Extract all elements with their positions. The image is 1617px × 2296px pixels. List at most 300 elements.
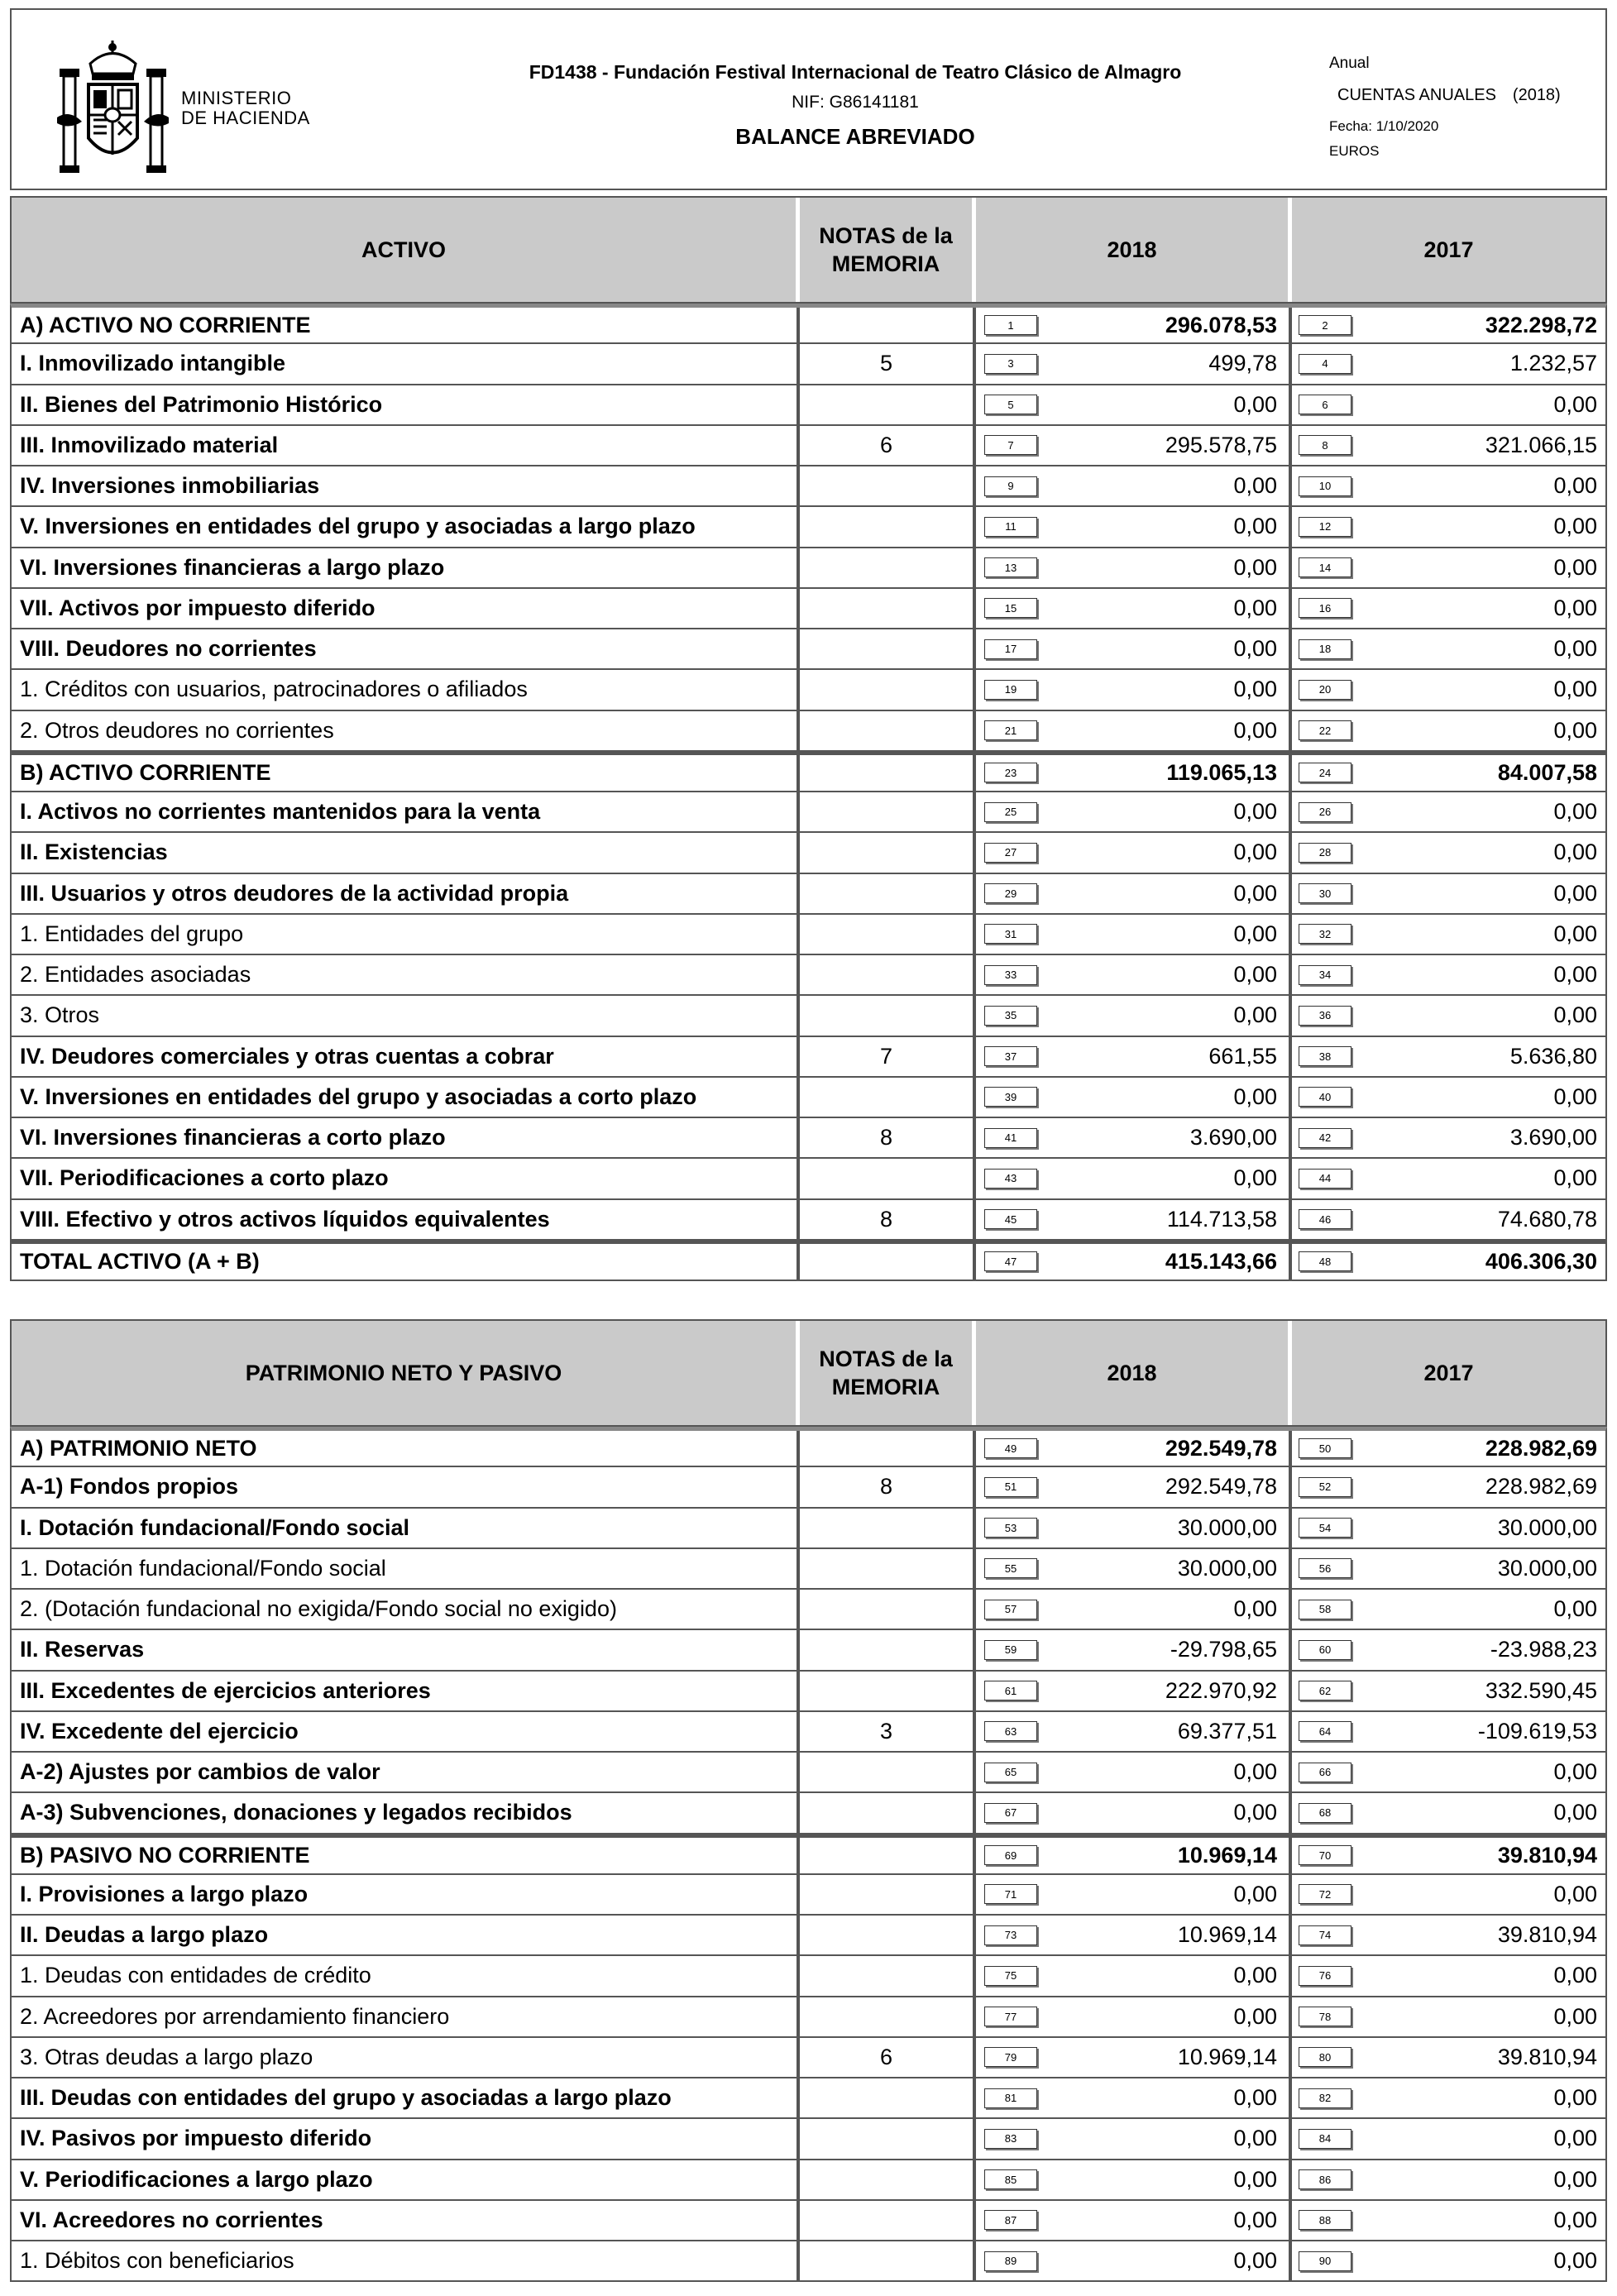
value-current-year (976, 1672, 1292, 1710)
table-row (10, 1549, 1607, 1590)
row-note (800, 670, 976, 709)
value-prior-year (1292, 1037, 1605, 1076)
amount: 0,00 (1553, 1759, 1597, 1785)
table-row (10, 1118, 1607, 1159)
box-number: 86 (1299, 2169, 1351, 2189)
amount: 3.690,00 (1509, 1125, 1597, 1150)
amount: 30.000,00 (1177, 1555, 1277, 1581)
row-note (800, 1793, 976, 1832)
value-prior-year (1292, 1159, 1605, 1198)
box-number: 61 (984, 1681, 1037, 1700)
value-prior-year (1292, 1838, 1605, 1873)
row-label: VI. Inversiones financieras a corto plazo (12, 1118, 800, 1157)
amount: 499,78 (1208, 351, 1277, 376)
amount: 0,00 (1233, 1963, 1277, 1988)
row-label: A-3) Subvenciones, donaciones y legados recibidos (12, 1793, 800, 1832)
amount: 0,00 (1233, 636, 1277, 662)
amount: 0,00 (1233, 2207, 1277, 2232)
row-label: 1. Débitos con beneficiarios (12, 2241, 800, 2280)
box-number: 41 (984, 1128, 1037, 1148)
value-prior-year (1292, 1244, 1605, 1280)
box-number: 55 (984, 1558, 1037, 1578)
value-prior-year (1292, 385, 1605, 424)
amount: 0,00 (1553, 2166, 1597, 2192)
row-note (800, 1630, 976, 1669)
amount: 296.078,53 (1165, 312, 1277, 337)
value-current-year (976, 1467, 1292, 1506)
value-current-year (976, 1549, 1292, 1588)
value-prior-year (1292, 629, 1605, 668)
box-number: 25 (984, 802, 1037, 822)
box-number: 78 (1299, 2007, 1351, 2026)
box-number: 71 (984, 1884, 1037, 1904)
amount: 0,00 (1233, 921, 1277, 946)
value-prior-year (1292, 1793, 1605, 1832)
amount: 0,00 (1233, 2166, 1277, 2192)
value-current-year (976, 507, 1292, 546)
amount: -23.988,23 (1490, 1637, 1597, 1662)
box-number: 69 (984, 1845, 1037, 1865)
box-number: 89 (984, 2251, 1037, 2271)
amount: 0,00 (1233, 2003, 1277, 2029)
amount: 0,00 (1233, 514, 1277, 539)
amount: 661,55 (1208, 1043, 1277, 1069)
row-label: I. Inmovilizado intangible (12, 344, 800, 383)
value-current-year (976, 915, 1292, 954)
table-row (10, 1793, 1607, 1834)
value-prior-year (1292, 2078, 1605, 2117)
amount: 0,00 (1233, 717, 1277, 743)
box-number: 36 (1299, 1006, 1351, 1026)
value-prior-year (1292, 426, 1605, 465)
table-row (10, 1509, 1607, 1549)
row-note (800, 2241, 976, 2280)
value-current-year (976, 833, 1292, 872)
row-note: 6 (800, 2038, 976, 2077)
value-prior-year (1292, 1997, 1605, 2036)
table-row (10, 344, 1607, 385)
amount: 0,00 (1233, 2126, 1277, 2151)
box-number: 3 (984, 354, 1037, 374)
accounts-text: CUENTAS ANUALES (1337, 86, 1496, 104)
value-prior-year (1292, 915, 1605, 954)
value-current-year (976, 1509, 1292, 1547)
table-row (10, 589, 1607, 629)
amount: 0,00 (1233, 962, 1277, 988)
value-current-year (976, 1200, 1292, 1239)
value-current-year (976, 955, 1292, 994)
amount: 39.810,94 (1497, 1922, 1597, 1948)
row-label: 1. Deudas con entidades de crédito (12, 1956, 800, 1995)
value-prior-year (1292, 755, 1605, 791)
row-label: II. Bienes del Patrimonio Histórico (12, 385, 800, 424)
amount: 295.578,75 (1165, 432, 1277, 457)
box-number: 88 (1299, 2210, 1351, 2230)
amount: 0,00 (1553, 677, 1597, 702)
box-number: 29 (984, 883, 1037, 903)
row-label: TOTAL ACTIVO (A + B) (12, 1244, 800, 1280)
document-type: BALANCE ABREVIADO (735, 124, 975, 149)
table-row (10, 304, 1607, 344)
value-current-year (976, 2160, 1292, 2199)
row-label: A-2) Ajustes por cambios de valor (12, 1753, 800, 1791)
row-note (800, 1431, 976, 1466)
box-number: 40 (1299, 1087, 1351, 1107)
table-row (10, 1672, 1607, 1712)
amount: 0,00 (1233, 2085, 1277, 2111)
amount: 10.969,14 (1177, 2044, 1277, 2069)
value-prior-year (1292, 1431, 1605, 1466)
row-note (800, 507, 976, 546)
amount: 406.306,30 (1485, 1248, 1597, 1274)
box-number: 15 (984, 598, 1037, 618)
value-prior-year (1292, 2038, 1605, 2077)
row-note: 5 (800, 344, 976, 383)
amount: 292.549,78 (1165, 1474, 1277, 1500)
box-number: 50 (1299, 1438, 1351, 1458)
box-number: 51 (984, 1477, 1037, 1497)
row-note (800, 874, 976, 913)
amount: 0,00 (1233, 1002, 1277, 1028)
box-number: 90 (1299, 2251, 1351, 2271)
box-number: 72 (1299, 1884, 1351, 1904)
row-label: VII. Activos por impuesto diferido (12, 589, 800, 628)
row-note (800, 711, 976, 750)
row-note (800, 1159, 976, 1198)
ministry-line-2: DE HACIENDA (181, 108, 310, 128)
amount: 1.232,57 (1509, 351, 1597, 376)
value-prior-year (1292, 874, 1605, 913)
amount: 5.636,80 (1509, 1043, 1597, 1069)
box-number: 24 (1299, 763, 1351, 782)
table-row (10, 874, 1607, 915)
row-label: III. Usuarios y otros deudores de la actividad propia (12, 874, 800, 913)
value-prior-year (1292, 1630, 1605, 1669)
amount: 415.143,66 (1165, 1248, 1277, 1274)
box-number: 84 (1299, 2129, 1351, 2149)
value-prior-year (1292, 2160, 1605, 2199)
value-prior-year (1292, 2241, 1605, 2280)
box-number: 62 (1299, 1681, 1351, 1700)
table-row (10, 1834, 1607, 1875)
amount: 84.007,58 (1497, 759, 1597, 785)
header-notas: NOTAS de la MEMORIA (800, 1321, 976, 1425)
box-number: 1 (984, 315, 1037, 335)
box-number: 9 (984, 476, 1037, 496)
box-number: 31 (984, 924, 1037, 944)
amount: 0,00 (1233, 880, 1277, 906)
table-row (10, 1241, 1607, 1281)
table-row (10, 466, 1607, 507)
value-current-year (976, 426, 1292, 465)
date-label: Fecha: 1/10/2020 (1329, 118, 1439, 134)
row-note (800, 1753, 976, 1791)
amount: 30.000,00 (1497, 1514, 1597, 1540)
header-year-2017: 2017 (1423, 237, 1474, 262)
table-row (10, 1078, 1607, 1118)
box-number: 59 (984, 1640, 1037, 1660)
box-number: 60 (1299, 1640, 1351, 1660)
value-prior-year (1292, 1549, 1605, 1588)
amount: 0,00 (1553, 595, 1597, 620)
row-label: VI. Inversiones financieras a largo plazo (12, 548, 800, 587)
box-number: 33 (984, 965, 1037, 985)
box-number: 10 (1299, 476, 1351, 496)
accounts-label (1337, 87, 1561, 103)
value-prior-year (1292, 711, 1605, 750)
table-row (10, 955, 1607, 996)
row-note (800, 1549, 976, 1588)
row-label: VI. Acreedores no corrientes (12, 2201, 800, 2240)
accounts-year: (2018) (1512, 86, 1561, 104)
box-number: 35 (984, 1006, 1037, 1026)
table-row (10, 629, 1607, 670)
value-current-year (976, 670, 1292, 709)
box-number: 49 (984, 1438, 1037, 1458)
amount: 0,00 (1553, 636, 1597, 662)
row-note: 8 (800, 1467, 976, 1506)
amount: 0,00 (1553, 1165, 1597, 1191)
row-label: A-1) Fondos propios (12, 1467, 800, 1506)
ministry-name (181, 88, 310, 128)
amount: 0,00 (1553, 1963, 1597, 1988)
row-note (800, 1916, 976, 1954)
value-prior-year (1292, 507, 1605, 546)
table-row (10, 1997, 1607, 2038)
period-label: Anual (1329, 55, 1370, 72)
amount: 3.690,00 (1189, 1125, 1277, 1150)
value-current-year (976, 308, 1292, 342)
amount: -109.619,53 (1477, 1718, 1597, 1744)
box-number: 6 (1299, 395, 1351, 414)
value-current-year (976, 1590, 1292, 1629)
value-prior-year (1292, 344, 1605, 383)
row-note (800, 996, 976, 1035)
value-current-year (976, 711, 1292, 750)
row-note: 6 (800, 426, 976, 465)
value-prior-year (1292, 833, 1605, 872)
amount: 321.066,15 (1485, 432, 1597, 457)
value-current-year (976, 589, 1292, 628)
value-current-year (976, 1875, 1292, 1914)
pasivo-table-body (10, 1427, 1607, 2282)
row-note (800, 466, 976, 505)
document-header (10, 8, 1607, 190)
box-number: 26 (1299, 802, 1351, 822)
box-number: 82 (1299, 2088, 1351, 2108)
value-prior-year (1292, 2119, 1605, 2158)
ministry-line-1: MINISTERIO (181, 88, 292, 108)
amount: 322.298,72 (1485, 312, 1597, 337)
row-label: 2. Entidades asociadas (12, 955, 800, 994)
coat-of-arms-logo (57, 39, 169, 175)
row-note (800, 1590, 976, 1629)
header-year-2018: 2018 (976, 1321, 1292, 1425)
value-prior-year (1292, 1078, 1605, 1117)
amount: 74.680,78 (1497, 1206, 1597, 1232)
table-row (10, 1916, 1607, 1956)
amount: 0,00 (1233, 1083, 1277, 1109)
box-number: 64 (1299, 1721, 1351, 1741)
value-current-year (976, 1838, 1292, 1873)
box-number: 56 (1299, 1558, 1351, 1578)
value-prior-year (1292, 1672, 1605, 1710)
value-prior-year (1292, 1467, 1605, 1506)
table-row (10, 752, 1607, 792)
box-number: 46 (1299, 1209, 1351, 1229)
box-number: 17 (984, 639, 1037, 659)
box-number: 74 (1299, 1925, 1351, 1945)
box-number: 48 (1299, 1251, 1351, 1271)
value-current-year (976, 1793, 1292, 1832)
value-current-year (976, 1037, 1292, 1076)
box-number: 28 (1299, 843, 1351, 863)
table-row (10, 996, 1607, 1036)
value-prior-year (1292, 1118, 1605, 1157)
table-row (10, 1956, 1607, 1997)
activo-table (10, 196, 1607, 1281)
row-note (800, 548, 976, 587)
amount: 69.377,51 (1177, 1718, 1277, 1744)
value-prior-year (1292, 1753, 1605, 1791)
box-number: 47 (984, 1251, 1037, 1271)
value-current-year (976, 1997, 1292, 2036)
value-prior-year (1292, 1200, 1605, 1239)
row-label: I. Provisiones a largo plazo (12, 1875, 800, 1914)
table-row (10, 507, 1607, 548)
value-current-year (976, 2119, 1292, 2158)
row-label: 1. Entidades del grupo (12, 915, 800, 954)
row-note (800, 1509, 976, 1547)
row-label: III. Excedentes de ejercicios anteriores (12, 1672, 800, 1710)
amount: 0,00 (1233, 1165, 1277, 1191)
value-current-year (976, 2241, 1292, 2280)
amount: 0,00 (1233, 2248, 1277, 2274)
value-current-year (976, 344, 1292, 383)
row-label: V. Periodificaciones a largo plazo (12, 2160, 800, 2199)
table-row (10, 1875, 1607, 1916)
table-row (10, 2241, 1607, 2282)
activo-table-header (10, 196, 1607, 304)
row-note (800, 629, 976, 668)
table-row (10, 385, 1607, 426)
amount: 0,00 (1553, 880, 1597, 906)
table-row (10, 792, 1607, 833)
table-row (10, 2119, 1607, 2160)
amount: 0,00 (1553, 473, 1597, 499)
amount: 0,00 (1553, 554, 1597, 580)
value-prior-year (1292, 955, 1605, 994)
table-row (10, 915, 1607, 955)
value-current-year (976, 1753, 1292, 1791)
table-row (10, 1467, 1607, 1508)
box-number: 39 (984, 1087, 1037, 1107)
amount: 0,00 (1553, 2126, 1597, 2151)
row-note (800, 2201, 976, 2240)
amount: 0,00 (1553, 962, 1597, 988)
amount: 10.969,14 (1177, 1842, 1277, 1868)
box-number: 22 (1299, 720, 1351, 740)
table-row (10, 2201, 1607, 2241)
row-label: 3. Otros (12, 996, 800, 1035)
pasivo-table-header (10, 1319, 1607, 1427)
row-label: 2. Acreedores por arrendamiento financiero (12, 1997, 800, 2036)
value-prior-year (1292, 1875, 1605, 1914)
amount: 332.590,45 (1485, 1677, 1597, 1703)
value-current-year (976, 1431, 1292, 1466)
table-row (10, 1590, 1607, 1630)
box-number: 76 (1299, 1966, 1351, 1986)
header-activo: ACTIVO (12, 198, 800, 302)
row-label: VII. Periodificaciones a corto plazo (12, 1159, 800, 1198)
amount: 30.000,00 (1497, 1555, 1597, 1581)
amount: 0,00 (1233, 595, 1277, 620)
row-note (800, 308, 976, 342)
amount: 119.065,13 (1166, 759, 1277, 785)
row-label: IV. Pasivos por impuesto diferido (12, 2119, 800, 2158)
amount: 222.970,92 (1165, 1677, 1277, 1703)
box-number: 27 (984, 843, 1037, 863)
value-current-year (976, 629, 1292, 668)
row-label: V. Inversiones en entidades del grupo y asociadas a corto plazo (12, 1078, 800, 1117)
amount: 114.713,58 (1166, 1206, 1277, 1232)
box-number: 37 (984, 1046, 1037, 1066)
box-number: 11 (984, 517, 1037, 537)
row-label: IV. Inversiones inmobiliarias (12, 466, 800, 505)
value-current-year (976, 1118, 1292, 1157)
row-label: 3. Otras deudas a largo plazo (12, 2038, 800, 2077)
table-row (10, 670, 1607, 710)
value-prior-year (1292, 2201, 1605, 2240)
value-prior-year (1292, 308, 1605, 342)
entity-title: FD1438 - Fundación Festival Internacional de Teatro Clásico de Almagro (529, 61, 1182, 83)
header-year-2018: 2018 (976, 198, 1292, 302)
box-number: 77 (984, 2007, 1037, 2026)
value-current-year (976, 1712, 1292, 1751)
table-row (10, 833, 1607, 873)
box-number: 54 (1299, 1518, 1351, 1538)
table-row (10, 1712, 1607, 1753)
amount: 0,00 (1553, 2207, 1597, 2232)
box-number: 44 (1299, 1169, 1351, 1189)
amount: 0,00 (1233, 1596, 1277, 1622)
row-label: I. Dotación fundacional/Fondo social (12, 1509, 800, 1547)
amount: 0,00 (1553, 1083, 1597, 1109)
box-number: 12 (1299, 517, 1351, 537)
row-label: II. Deudas a largo plazo (12, 1916, 800, 1954)
row-note (800, 1838, 976, 1873)
table-row (10, 1200, 1607, 1241)
box-number: 79 (984, 2047, 1037, 2067)
box-number: 43 (984, 1169, 1037, 1189)
value-current-year (976, 2038, 1292, 2077)
row-note (800, 385, 976, 424)
value-current-year (976, 1078, 1292, 1117)
box-number: 45 (984, 1209, 1037, 1229)
value-prior-year (1292, 589, 1605, 628)
amount: 292.549,78 (1165, 1435, 1277, 1461)
table-row (10, 1159, 1607, 1199)
table-row (10, 2160, 1607, 2201)
box-number: 73 (984, 1925, 1037, 1945)
amount: 39.810,94 (1497, 1842, 1597, 1868)
row-label: II. Existencias (12, 833, 800, 872)
table-row (10, 2038, 1607, 2078)
amount: 10.969,14 (1177, 1922, 1277, 1948)
row-label: III. Deudas con entidades del grupo y asociadas a largo plazo (12, 2078, 800, 2117)
box-number: 5 (984, 395, 1037, 414)
box-number: 16 (1299, 598, 1351, 618)
